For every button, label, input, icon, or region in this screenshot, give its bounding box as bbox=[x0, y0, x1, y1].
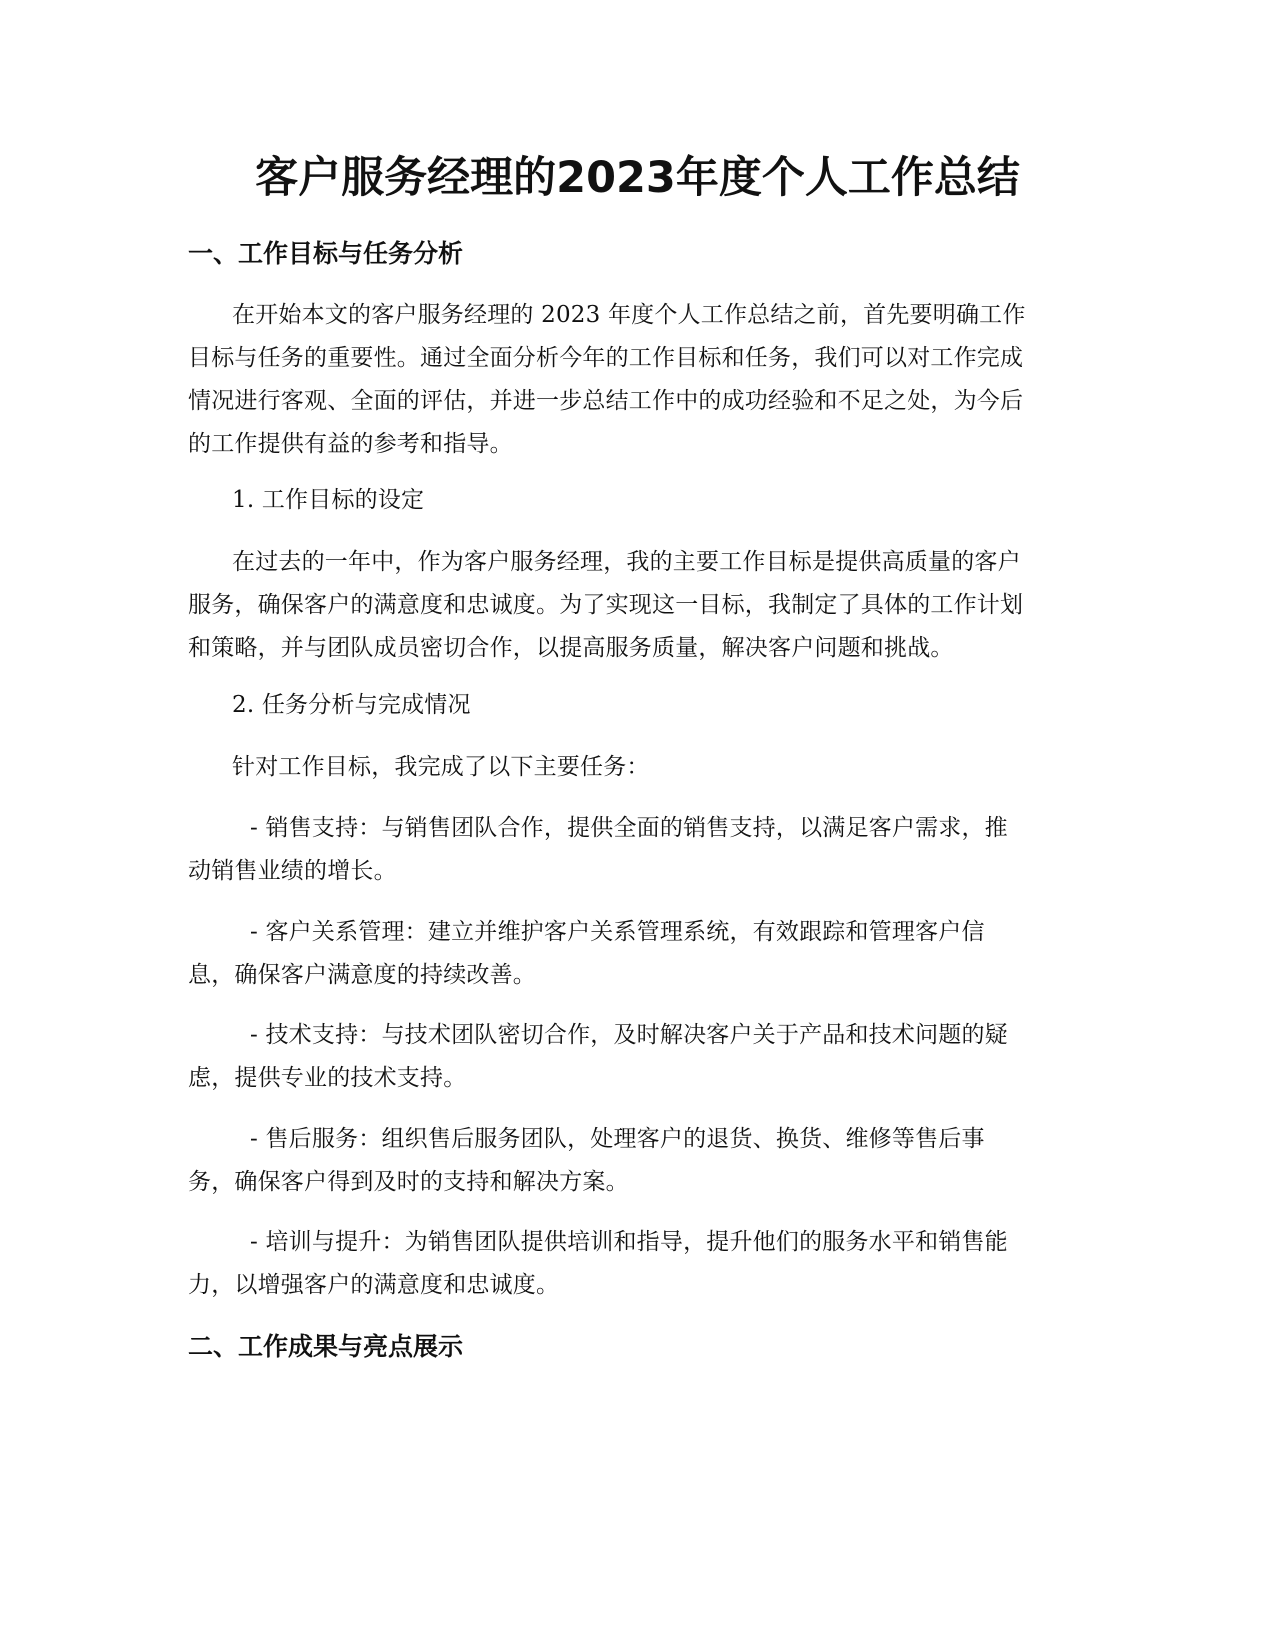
text-line: 息，确保客户满意度的持续改善。 bbox=[188, 962, 536, 988]
text-line: 针对工作目标，我完成了以下主要任务： bbox=[232, 754, 650, 780]
task-item-after-sales bbox=[188, 1118, 1090, 1204]
task-intro-paragraph bbox=[188, 746, 1090, 789]
section-heading-2: 二、工作成果与亮点展示 bbox=[188, 1332, 464, 1361]
text-line: 力，以增强客户的满意度和忠诚度。 bbox=[188, 1272, 560, 1298]
text-line: 动销售业绩的增长。 bbox=[188, 858, 397, 884]
text-line: - 销售支持：与销售团队合作，提供全面的销售支持，以满足客户需求，推 bbox=[250, 815, 1008, 841]
text-line: - 技术支持：与技术团队密切合作，及时解决客户关于产品和技术问题的疑 bbox=[250, 1022, 1008, 1048]
text-line: - 培训与提升：为销售团队提供培训和指导，提升他们的服务水平和销售能 bbox=[250, 1229, 1008, 1255]
text-line: 目标与任务的重要性。通过全面分析今年的工作目标和任务，我们可以对工作完成 bbox=[188, 345, 1024, 371]
task-item-tech-support bbox=[188, 1014, 1090, 1100]
text-line: 虑，提供专业的技术支持。 bbox=[188, 1065, 467, 1091]
text-line: 务，确保客户得到及时的支持和解决方案。 bbox=[188, 1169, 629, 1195]
text-line: 和策略，并与团队成员密切合作，以提高服务质量，解决客户问题和挑战。 bbox=[188, 635, 954, 661]
subheading-text: 1. 工作目标的设定 bbox=[232, 487, 425, 513]
task-item-sales-support bbox=[188, 807, 1090, 893]
text-line: 情况进行客观、全面的评估，并进一步总结工作中的成功经验和不足之处，为今后 bbox=[188, 388, 1024, 414]
text-line: 在开始本文的客户服务经理的 2023 年度个人工作总结之前，首先要明确工作 bbox=[232, 302, 1026, 328]
text-line: - 售后服务：组织售后服务团队，处理客户的退货、换货、维修等售后事 bbox=[250, 1126, 985, 1152]
intro-paragraph bbox=[188, 294, 1090, 466]
goal-setting-paragraph bbox=[188, 541, 1090, 670]
text-line: - 客户关系管理：建立并维护客户关系管理系统，有效跟踪和管理客户信 bbox=[250, 919, 985, 945]
subheading-text: 2. 任务分析与完成情况 bbox=[232, 692, 471, 718]
subheading-task-analysis bbox=[188, 684, 1090, 727]
text-line: 服务，确保客户的满意度和忠诚度。为了实现这一目标，我制定了具体的工作计划 bbox=[188, 592, 1024, 618]
text-line: 在过去的一年中，作为客户服务经理，我的主要工作目标是提供高质量的客户 bbox=[232, 549, 1021, 575]
text-line: 的工作提供有益的参考和指导。 bbox=[188, 431, 513, 457]
subheading-goal-setting bbox=[188, 479, 1090, 522]
section-heading-1: 一、工作目标与任务分析 bbox=[188, 239, 464, 268]
task-item-crm bbox=[188, 911, 1090, 997]
task-item-training bbox=[188, 1221, 1090, 1307]
document-title: 客户服务经理的2023年度个人工作总结 bbox=[255, 153, 1020, 203]
